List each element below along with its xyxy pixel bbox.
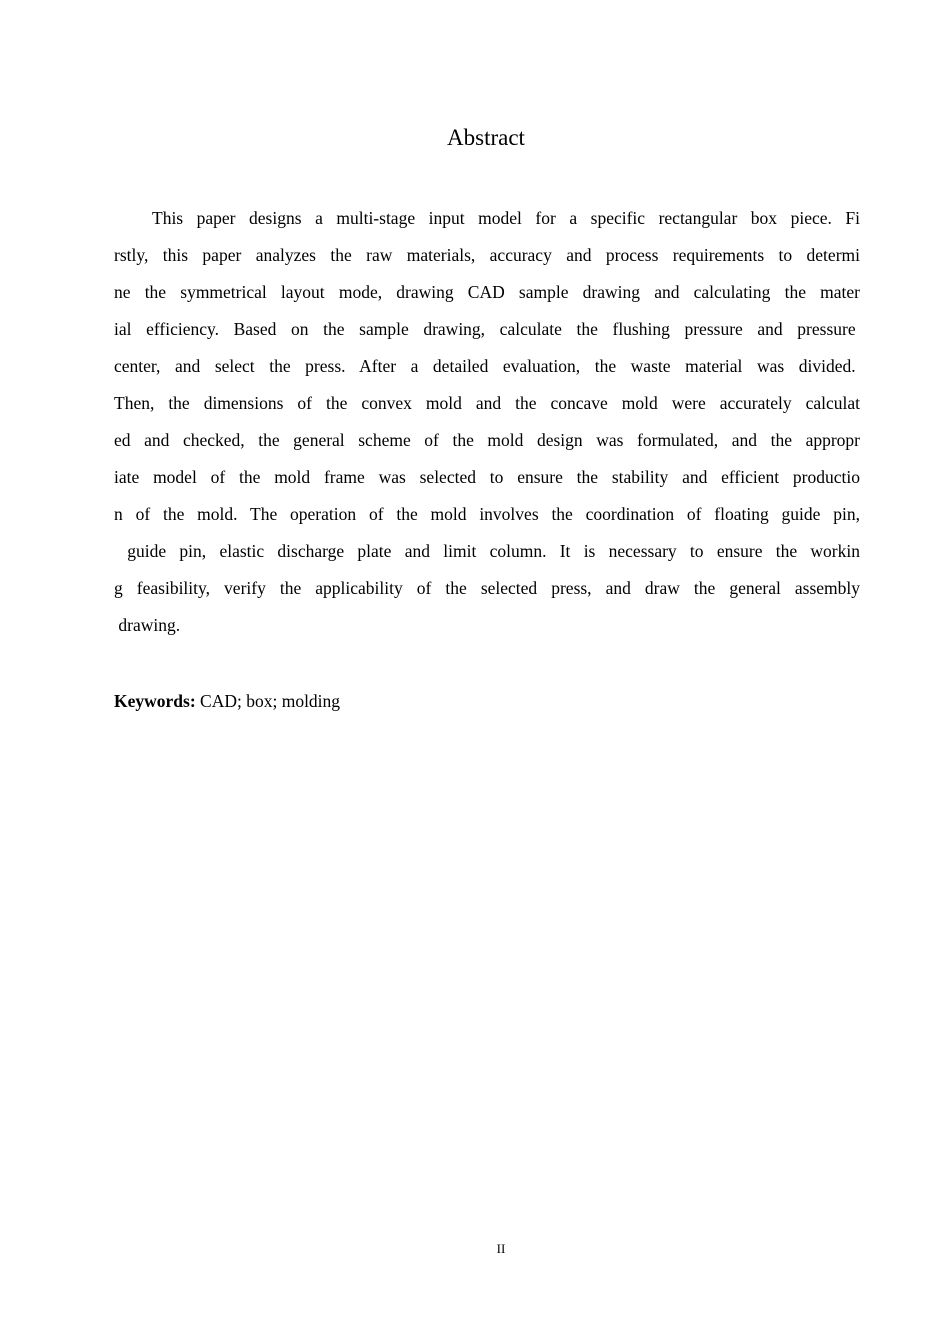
abstract-line: Then, the dimensions of the convex mold and the concave mold were accurately calculat [114, 393, 860, 413]
abstract-line: n of the mold. The operation of the mold involves the coordination of floating guide pin, [114, 504, 860, 524]
keywords-line [114, 686, 340, 716]
abstract-line: drawing. [114, 615, 181, 635]
abstract-line: ed and checked, the general scheme of the mold design was formulated, and the appropr [114, 430, 860, 450]
abstract-line: g feasibility, verify the applicability of the selected press, and draw the general assembly [114, 578, 860, 598]
abstract-line: iate model of the mold frame was selected to ensure the stability and efficient productio [114, 467, 860, 487]
abstract-line: guide pin, elastic discharge plate and limit column. It is necessary to ensure the workin [114, 541, 860, 561]
abstract-line: ial efficiency. Based on the sample drawing, calculate the flushing pressure and pressure [114, 319, 860, 339]
abstract-title: Abstract [447, 125, 525, 150]
keywords-value: CAD; box; molding [195, 691, 341, 711]
abstract-line: This paper designs a multi-stage input model for a specific rectangular box piece. Fi [152, 208, 860, 228]
page-number: II [496, 1241, 506, 1256]
abstract-line: center, and select the press. After a detailed evaluation, the waste material was divided. [114, 356, 860, 376]
abstract-line: rstly, this paper analyzes the raw materials, accuracy and process requirements to determi [114, 245, 860, 265]
abstract-line: ne the symmetrical layout mode, drawing CAD sample drawing and calculating the mater [114, 282, 860, 302]
abstract-body [114, 200, 860, 644]
keywords-label: Keywords: [114, 691, 196, 711]
